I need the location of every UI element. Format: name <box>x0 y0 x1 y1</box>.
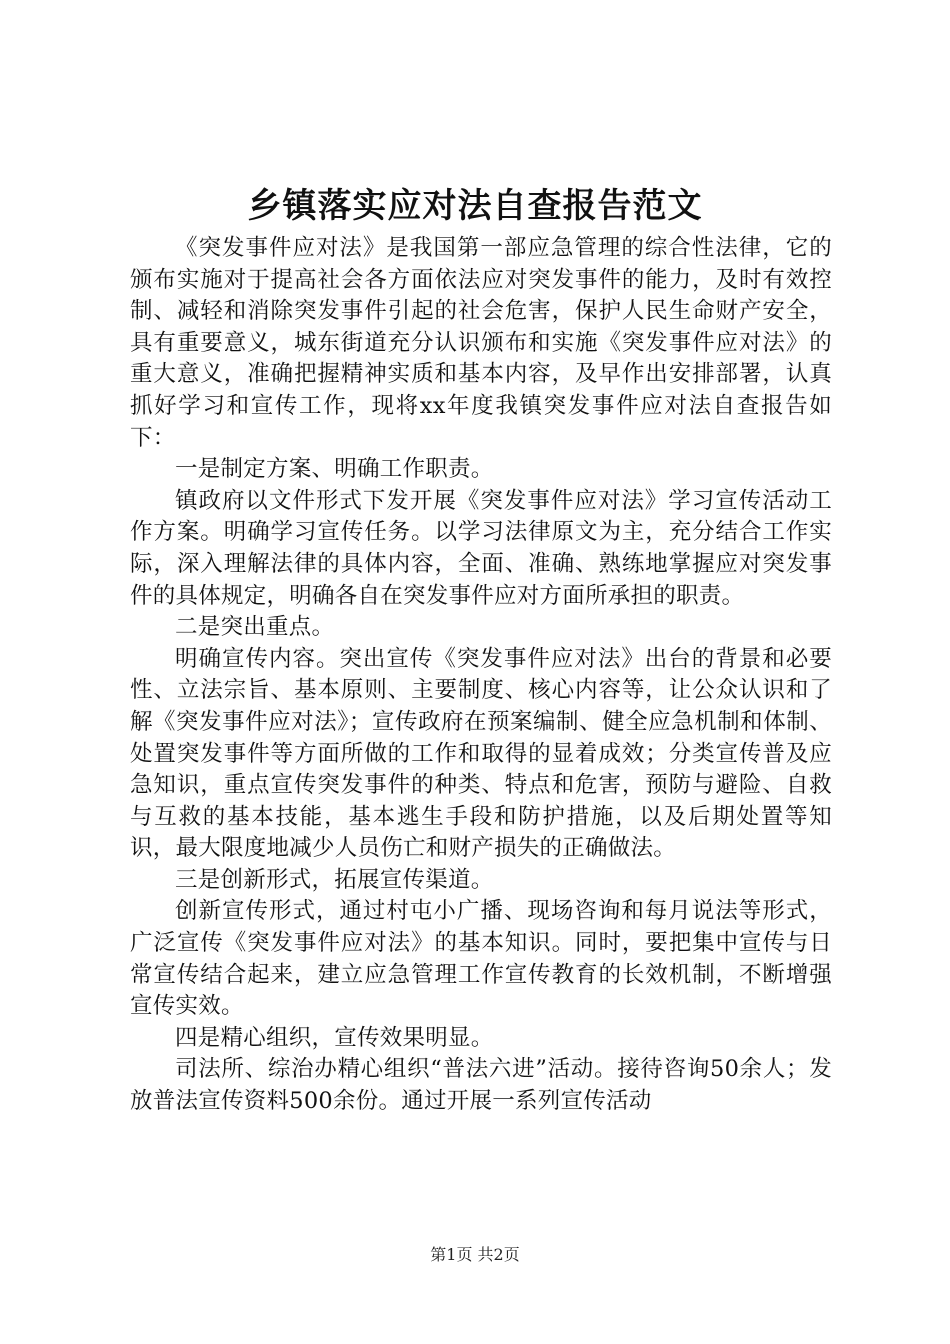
paragraph-section-2: 明确宣传内容。突出宣传《突发事件应对法》出台的背景和必要性、立法宗旨、基本原则、主要制度、核心内容等，让公众认识和了解《突发事件应对法》；宣传政府在预案编制、健全应急机制和体制、处置突发事件等方面所做的工作和取得的显着成效；分类宣传普及应急知识，重点宣传突发事件的种类、特点和危害，预防与避险、自救与互救的基本技能，基本逃生手段和防护措施，以及后期处置等知识，最大限度地减少人员伤亡和财产损失的正确做法。 <box>130 645 832 862</box>
section-heading-1: 一是制定方案、明确工作职责。 <box>175 456 494 483</box>
document-body <box>130 233 832 1118</box>
paragraph-section-1: 镇政府以文件形式下发开展《突发事件应对法》学习宣传活动工作方案。明确学习宣传任务。以学习法律原文为主，充分结合工作实际，深入理解法律的具体内容，全面、准确、熟练地掌握应对突发事件的具体规定，明确各自在突发事件应对方面所承担的职责。 <box>130 487 832 609</box>
document-title: 乡镇落实应对法自查报告范文 <box>247 186 703 226</box>
section-heading-4: 四是精心组织，宣传效果明显。 <box>175 1024 494 1051</box>
page-number-footer: 第1页 共2页 <box>430 1245 520 1264</box>
section-heading-2: 二是突出重点。 <box>175 614 335 641</box>
paragraph-intro: 《突发事件应对法》是我国第一部应急管理的综合性法律，它的颁布实施对于提高社会各方面依法应对突发事件的能力，及时有效控制、减轻和消除突发事件引起的社会危害，保护人民生命财产安全，具有重要意义，城东街道充分认识颁布和实施《突发事件应对法》的重大意义，准确把握精神实质和基本内容，及早作出安排部署，认真抓好学习和宣传工作，现将xx年度我镇突发事件应对法自查报告如下： <box>130 235 832 451</box>
section-heading-3: 三是创新形式，拓展宣传渠道。 <box>175 866 494 893</box>
paragraph-section-4: 司法所、综治办精心组织“普法六进”活动。接待咨询50余人；发放普法宣传资料500余份。通过开展一系列宣传活动 <box>130 1056 832 1115</box>
paragraph-section-3: 创新宣传形式，通过村屯小广播、现场咨询和每月说法等形式，广泛宣传《突发事件应对法》的基本知识。同时，要把集中宣传与日常宣传结合起来，建立应急管理工作宣传教育的长效机制，不断增强宣传实效。 <box>130 898 832 1020</box>
